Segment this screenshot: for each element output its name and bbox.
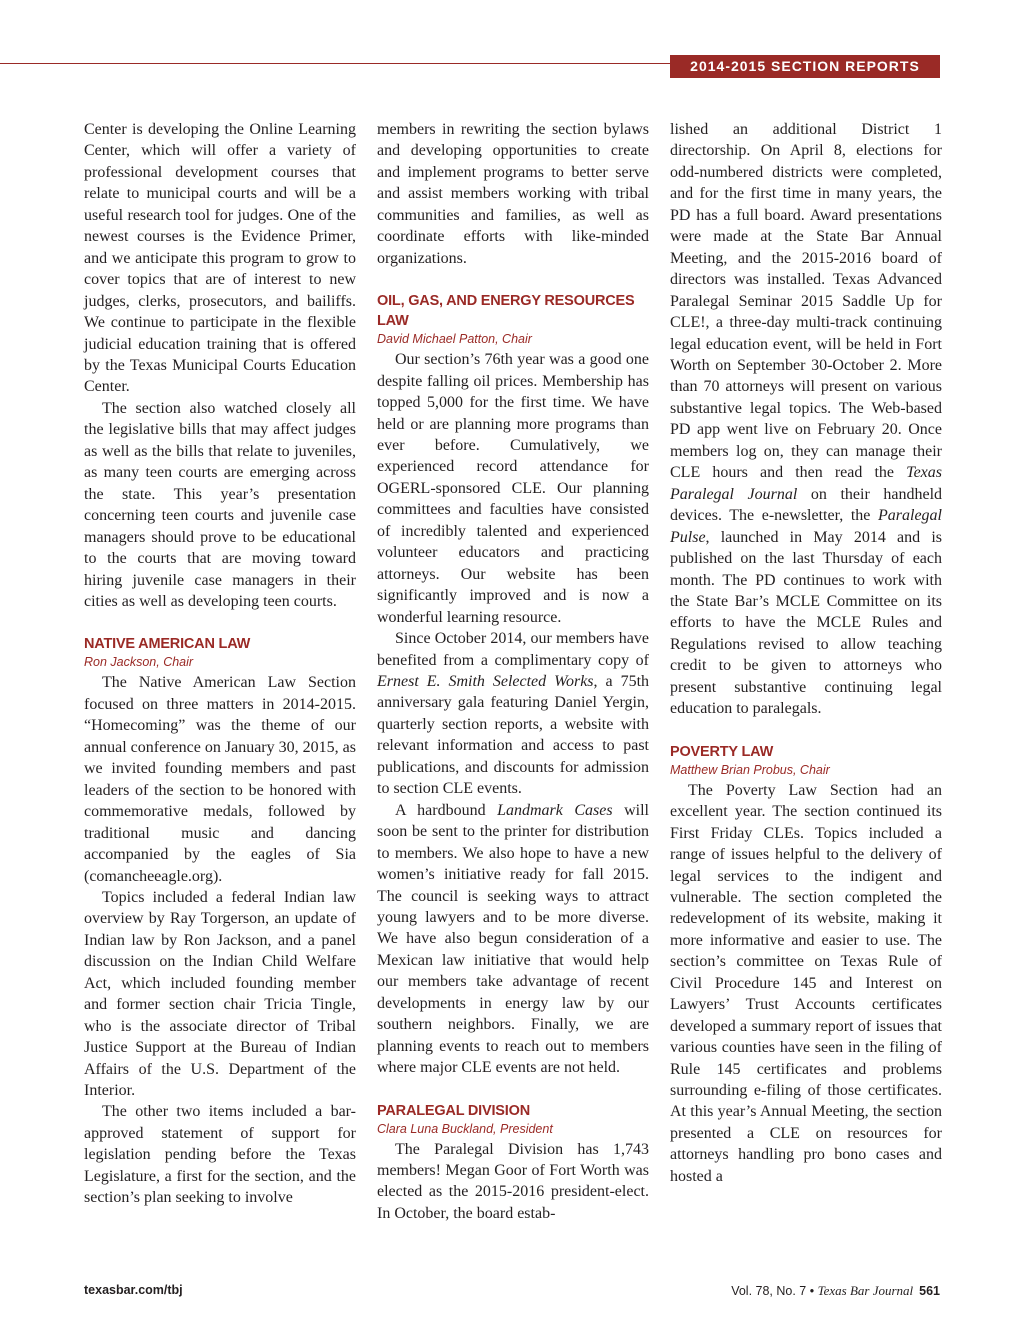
- footer-citation: [731, 1283, 940, 1299]
- paragraph: Our section’s 76th year was a good one despite falling oil prices. Membership has topped 5,000 for the first time. We have held or are planning more programs than ever before. Cumulatively, we experienced record attendance for OGERL-sponsored CLE. Our planning committees and faculties have consisted of incredibly talented and experienced volunteer educators and practicing attorneys. Our website has been significantly improved and is now a wonderful learning resource.: [377, 351, 649, 626]
- footer-journal: Texas Bar Journal: [817, 1283, 914, 1298]
- section-chair: Clara Luna Buckland, President: [377, 1121, 553, 1136]
- text-run: A hardbound: [395, 801, 498, 819]
- publication-title: Paralegal Pulse: [670, 507, 942, 546]
- publication-title: Ernest E. Smith Selected Works: [377, 672, 594, 690]
- section-banner: 2014-2015 SECTION REPORTS: [670, 55, 940, 78]
- section-chair: David Michael Patton, Chair: [377, 332, 532, 347]
- column-right: [670, 119, 942, 1187]
- section-heading-paralegal-division: PARALEGAL DIVISION: [377, 1102, 530, 1119]
- page-number: 561: [919, 1284, 940, 1298]
- paragraph: Center is developing the Online Learning Center, which will offer a variety of professional development courses that relate to municipal courts and will be a useful research tool for judges. One of the newest courses is the Evidence Primer, and we anticipate this program to grow to cover topics that are of interest to new judges, clerks, prosecutors, and bailiffs. We continue to participate in the flexible judicial education training that is offered by the Texas Municipal Courts Education Center.: [84, 121, 356, 396]
- paragraph: members in rewriting the section bylaws and developing opportunities to create and implement programs to better serve and assist members working with tribal communities and families, as well as coordinate efforts with like-minded organizations.: [377, 121, 649, 267]
- publication-title: Texas Paralegal Journal: [670, 464, 942, 503]
- column-left: [84, 119, 356, 1209]
- section-chair: Ron Jackson, Chair: [84, 655, 194, 670]
- paragraph: The other two items included a bar-approved statement of support for legislation pending before the Texas Legislature, a first for the section, and the section’s plan seeking to involve: [84, 1103, 356, 1207]
- paragraph: [377, 628, 649, 800]
- text-run: on their handheld devices. The e-newsletter, the: [670, 485, 943, 525]
- paragraph: [377, 800, 649, 1079]
- text-run: , a 75th anniversary gala featuring Daniel Yergin, quarterly section reports, a website with relevant information and access to past publications, and discounts for admission to section CLE events.: [377, 672, 650, 798]
- paragraph: Topics included a federal Indian law overview by Ray Torgerson, an update of Indian law by Ron Jackson, and a panel discussion on the Indian Child Welfare Act, which included founding member and former section chair Tricia Tingle, who is the associate director of Tribal Justice Support at the Bureau of Indian Affairs of the U.S. Department of the Interior.: [84, 888, 356, 1100]
- text-run: Since October 2014, our members have benefited from a complimentary copy of: [377, 630, 649, 669]
- paragraph: The Native American Law Section focused on three matters in 2014-2015. “Homecoming” was the theme of our annual conference on January 30, 2015, as we invited founding members and past leaders of the section to be honored with commemorative medals, followed by traditional music and dancing accompanied by the eagles of Sia (comancheeagle.org).: [84, 674, 356, 885]
- column-middle: [377, 119, 649, 1224]
- paragraph: The Paralegal Division has 1,743 members! Megan Goor of Fort Worth was elected as the 2015-2016 president-elect. In October, the board estab-: [377, 1140, 649, 1222]
- footer-url: texasbar.com/tbj: [84, 1283, 183, 1297]
- footer-volume: Vol. 78, No. 7 •: [731, 1284, 818, 1298]
- paragraph: [670, 119, 942, 720]
- section-heading-poverty-law: POVERTY LAW: [670, 743, 774, 760]
- section-heading-native-american-law: NATIVE AMERICAN LAW: [84, 636, 251, 653]
- paragraph: The Poverty Law Section had an excellent year. The section continued its First Friday CLEs. Topics included a range of issues helpful to the delivery of legal services to the indigent and vulnerable. The section completed the redevelopment of its website, making it more informative and easier to use. The section’s committee on Texas Rule of Civil Procedure 145 and Interest on Lawyers’ Trust Accounts certificates developed a summary report of issues that various counties have seen in the filing of Rule 145 certificates and problems surrounding e-filing of those certificates. At this year’s Annual Meeting, the section presented a CLE on resources for attorneys handling pro bono cases and hosted a: [670, 781, 942, 1185]
- text-run: will soon be sent to the printer for distribution to members. We also hope to have a new women’s initiative ready for fall 2015. The council is seeking ways to attract young lawyers and to be more diverse. We have also begun consideration of a Mexican law initiative that would help our members take advantage of recent developments in energy law by our southern neighbors. Finally, we are planning events to reach out to members where major CLE events are not held.: [377, 801, 649, 1077]
- publication-title: Landmark Cases: [497, 801, 613, 819]
- header-rule: [0, 63, 680, 64]
- paragraph: The section also watched closely all the legislative bills that may affect judges as well as the bills that relate to juveniles, as many teen courts are emerging across the state. This year’s presentation concerning teen courts and juvenile case managers should prove to be educational to the courts that are moving toward hiring juvenile case managers in their cities as well as developing teen courts.: [84, 399, 356, 610]
- section-chair: Matthew Brian Probus, Chair: [670, 762, 830, 777]
- text-run: , launched in May 2014 and is published on the last Thursday of each month. The PD continues to work with the State Bar’s MCLE Committee on its efforts to have the MCLE Rules and Regulations revised to allow teaching credit to be given to attorneys who present substantive continuing legal education to paralegals.: [670, 528, 942, 718]
- section-heading-oil-gas-energy: OIL, GAS, AND ENERGY RESOURCES LAW: [377, 293, 635, 330]
- text-run: lished an additional District 1 directorship. On April 8, elections for odd-numbered districts were completed, and for the first time in many years, the PD has a full board. Award presentations were made at the State Bar Annual Meeting, and the 2015-2016 board of directors was installed. Texas Advanced Paralegal Seminar 2015 Saddle Up for CLE!, a three-day multi-track continuing legal education event, will be held in Fort Worth on September 30-October 2. More than 70 attorneys will present on various substantive legal topics. The Web-based PD app went live on February 20. Once members log on, they can manage their CLE hours and then read the: [670, 121, 942, 482]
